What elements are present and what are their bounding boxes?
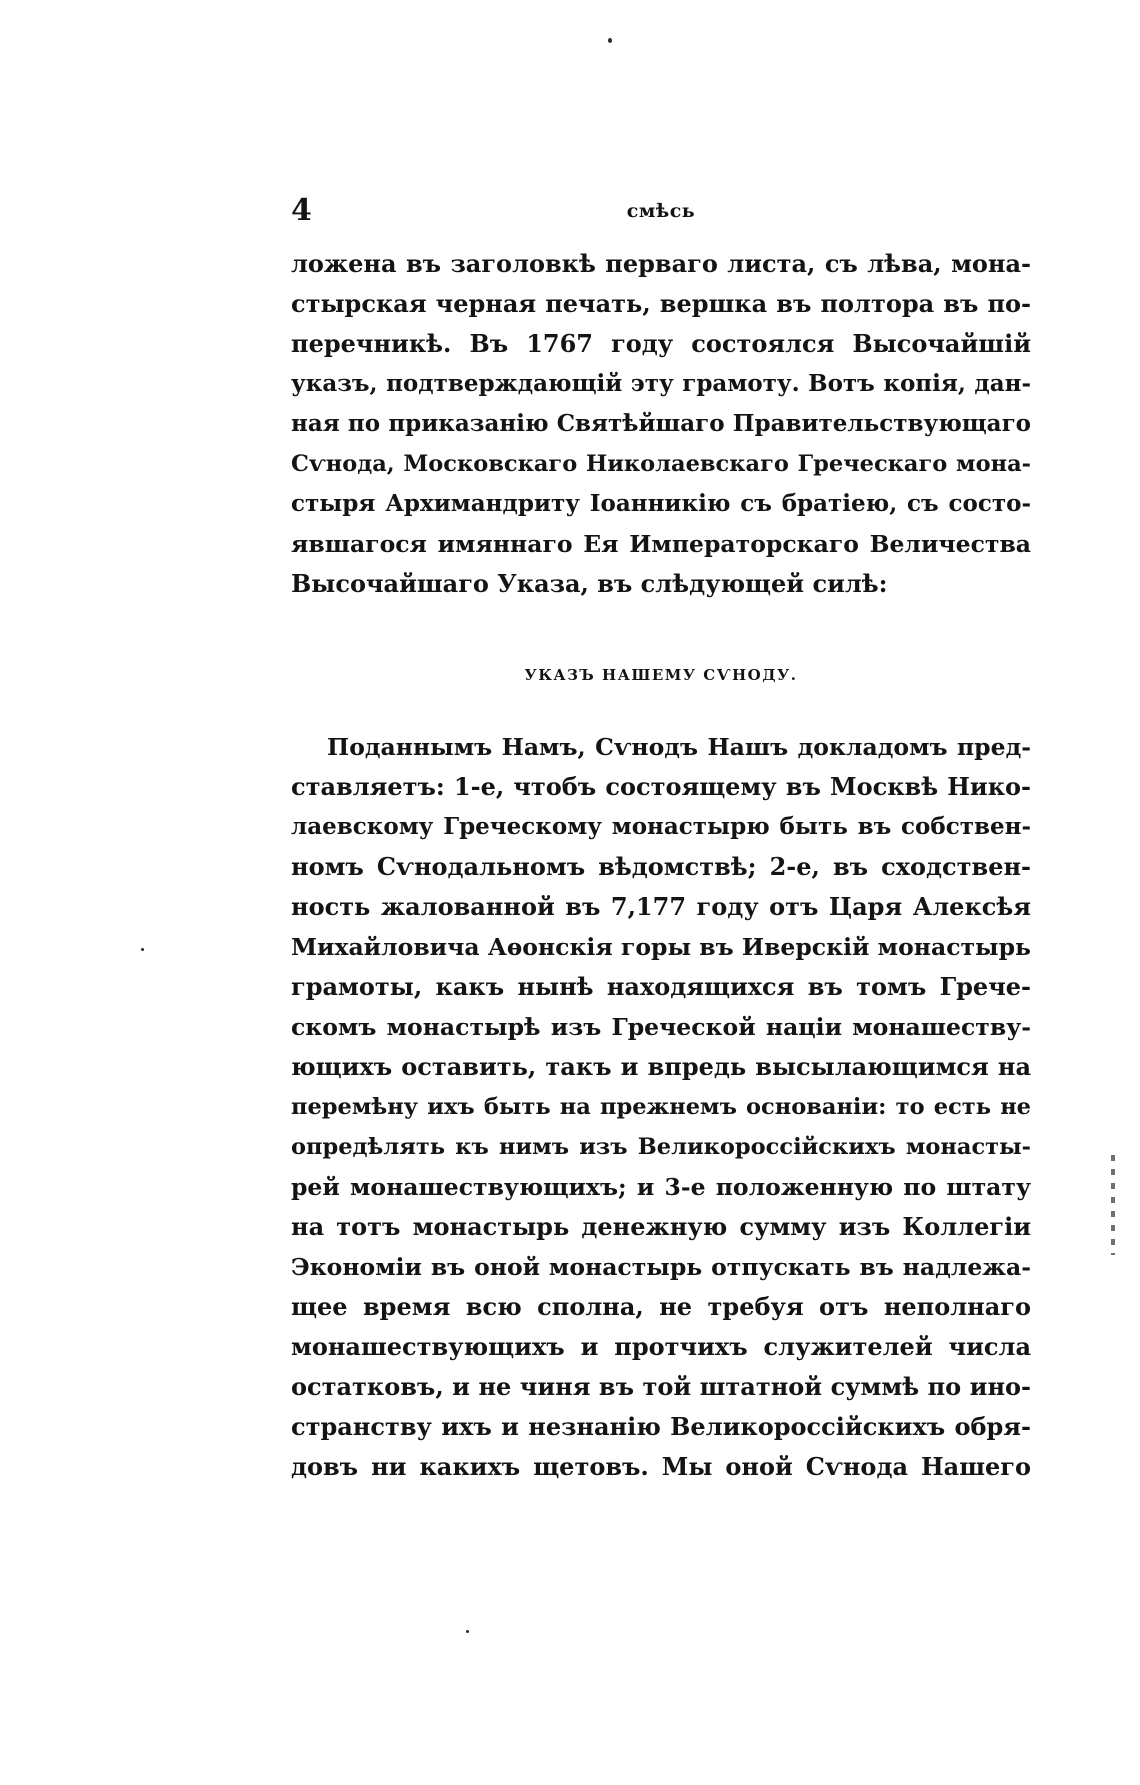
running-head (291, 193, 1031, 229)
text-line: перечникѣ. Въ 1767 году состоялся Высочайшій (291, 329, 1031, 358)
text-line: на тотъ монастырь денежную сумму изъ Коллегіи (291, 1212, 1031, 1241)
text-line: Поданнымъ Намъ, Сѵнодъ Нашъ докладомъ пред- (327, 733, 1031, 761)
text-line: ность жалованной въ 7,177 году отъ Царя Алексѣя (291, 892, 1031, 921)
text-line: Экономіи въ оной монастырь отпускать въ надлежа- (291, 1253, 1031, 1281)
text-line: ложена въ заголовкѣ перваго листа, съ лѣва, мона- (291, 249, 1031, 278)
scan-speck (466, 1630, 469, 1633)
running-title: смѣсь (626, 200, 696, 222)
text-line: лаевскому Греческому монастырю быть въ собствен- (291, 813, 1031, 840)
paragraph-one (291, 244, 1031, 604)
text-line: номъ Сѵнодальномъ вѣдомствѣ; 2-е, въ сходствен- (291, 852, 1031, 881)
text-line: рей монашествующихъ; и 3-е положенную по штату (291, 1173, 1031, 1201)
text-line: щее время всю сполна, не требуя отъ неполнаго (291, 1292, 1031, 1321)
paragraph-two (291, 727, 1031, 1487)
text-line: грамоты, какъ нынѣ находящихся въ томъ Грече- (291, 972, 1031, 1001)
text-line: скомъ монастырѣ изъ Греческой націи монашеству- (291, 1013, 1031, 1041)
text-line: остатковъ, и не чиня въ той штатной суммѣ по ино- (291, 1372, 1031, 1401)
text-line: стырская черная печать, вершка въ полтора въ по- (291, 289, 1031, 318)
margin-mark (1111, 1155, 1115, 1255)
scan-speck (141, 948, 144, 951)
text-line: опредѣлять къ нимъ изъ Великороссійскихъ монасты- (291, 1134, 1031, 1160)
text-line: странству ихъ и незнанію Великороссійскихъ обря- (291, 1412, 1031, 1441)
text-line: указъ, подтверждающій эту грамоту. Вотъ копія, дан- (291, 370, 1031, 397)
text-line: Сѵнода, Московскаго Николаевскаго Греческаго мона- (291, 451, 1031, 477)
text-line: ставляетъ: 1-е, чтобъ состоящему въ Москвѣ Нико- (291, 772, 1031, 801)
text-line: монашествующихъ и протчихъ служителей числа (291, 1332, 1031, 1361)
section-heading: УКАЗЪ НАШЕМУ СѴНОДУ. (524, 666, 798, 684)
text-line: ющихъ оставить, такъ и впредь высылающимся на (291, 1052, 1031, 1081)
text-line: довъ ни какихъ щетовъ. Мы оной Сѵнода Нашего (291, 1452, 1031, 1481)
text-line: явшагося имяннаго Ея Императорскаго Величества (291, 530, 1031, 558)
scan-speck (608, 38, 612, 43)
text-line: перемѣну ихъ быть на прежнемъ основаніи: то есть не (291, 1094, 1031, 1120)
text-line: Михайловича Аѳонскія горы въ Иверскій монастырь (291, 933, 1031, 961)
page-number: 4 (291, 193, 312, 228)
text-line: ная по приказанію Святѣйшаго Правительствующаго (291, 410, 1031, 437)
text-line: стыря Архимандриту Іоанникію съ братіею, съ состо- (291, 490, 1031, 517)
text-line: Высочайшаго Указа, въ слѣдующей силѣ: (291, 569, 888, 598)
